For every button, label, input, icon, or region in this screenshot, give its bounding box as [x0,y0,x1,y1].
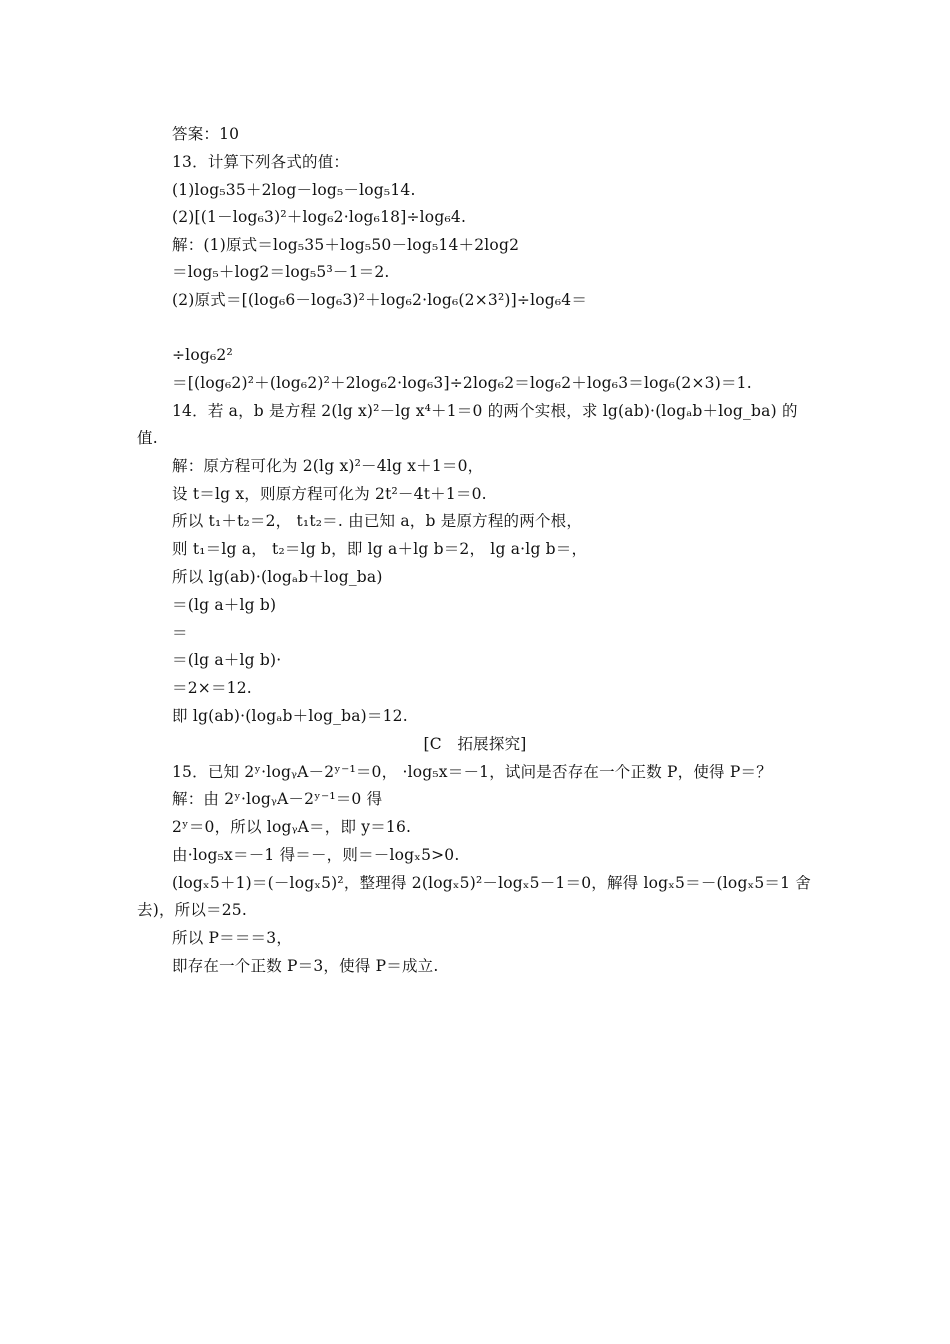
solution-14-line-2: 设 t＝lg x，则原方程可化为 2t²－4t＋1＝0. [172,485,487,503]
solution-15-conclusion: 即存在一个正数 P＝3，使得 P＝成立. [172,957,439,975]
solution-14-line-5: 所以 lg(ab)·(logₐb＋log_ba) [172,568,383,586]
solution-13-line-3: (2)原式＝[(log₆6－log₆3)²＋log₆2·log₆(2×3²)]÷log₆4＝ [172,291,588,309]
problem-15-line: 15．已知 2ʸ·logᵧA－2ʸ⁻¹＝0， ·log₅x＝－1，试问是否存在一个正数 P，使得 P＝？ [172,763,772,781]
solution-14-line-3: 所以 t₁＋t₂＝2， t₁t₂＝. 由已知 a，b 是原方程的两个根， [172,512,583,530]
solution-15-line-2: 2ʸ＝0，所以 logᵧA＝，即 y＝16. [172,818,412,836]
solution-14-line-8: ＝(lg a＋lg b)· [172,651,282,669]
solution-15-line-3: 由·log₅x＝－1 得＝－，则＝－logₓ5>0. [172,846,460,864]
problem-14-line-2: 值. [137,429,158,447]
problem-14-line-1: 14．若 a，b 是方程 2(lg x)²－lg x⁴＋1＝0 的两个实根，求 lg(ab)·(logₐb＋log_ba) 的 [172,402,798,420]
solution-15-line-5: 去)，所以＝25. [137,901,247,919]
solution-15-line-4: (logₓ5＋1)＝(－logₓ5)²，整理得 2(logₓ5)²－logₓ5－1＝0，解得 logₓ5＝－(logₓ5＝1 舍 [172,874,811,892]
problem-13-part-1: (1)log₅35＋2log－log₅－log₅14. [172,181,416,199]
solution-14-conclusion: 即 lg(ab)·(logₐb＋log_ba)＝12. [172,707,408,725]
solution-14-line-9: ＝2×＝12. [172,679,252,697]
answer-line: 答案：10 [172,125,240,143]
solution-15-line-6: 所以 P＝＝＝3， [172,929,293,947]
solution-13-line-4: ÷log₆2² [172,346,233,364]
solution-14-line-6: ＝(lg a＋lg b) [172,596,277,614]
problem-13-heading: 13．计算下列各式的值： [172,153,350,171]
section-heading: [C 拓展探究] [423,735,527,753]
solution-14-line-1: 解：原方程可化为 2(lg x)²－4lg x＋1＝0， [172,457,484,475]
solution-13-line-2: ＝log₅＋log2＝log₅5³－1＝2. [172,263,390,281]
problem-13-part-2: (2)[(1－log₆3)²＋log₆2·log₆18]÷log₆4. [172,208,467,226]
solution-14-line-7: ＝ [172,624,188,642]
solution-13-line-1: 解：(1)原式＝log₅35＋log₅50－log₅14＋2log2 [172,236,520,254]
solution-14-line-4: 则 t₁＝lg a， t₂＝lg b，即 lg a＋lg b＝2， lg a·lg b＝， [172,540,588,558]
solution-15-line-1: 解：由 2ʸ·logᵧA－2ʸ⁻¹＝0 得 [172,790,383,808]
solution-13-line-5: ＝[(log₆2)²＋(log₆2)²＋2log₆2·log₆3]÷2log₆2＝log₆2＋log₆3＝log₆(2×3)＝1. [172,374,752,392]
